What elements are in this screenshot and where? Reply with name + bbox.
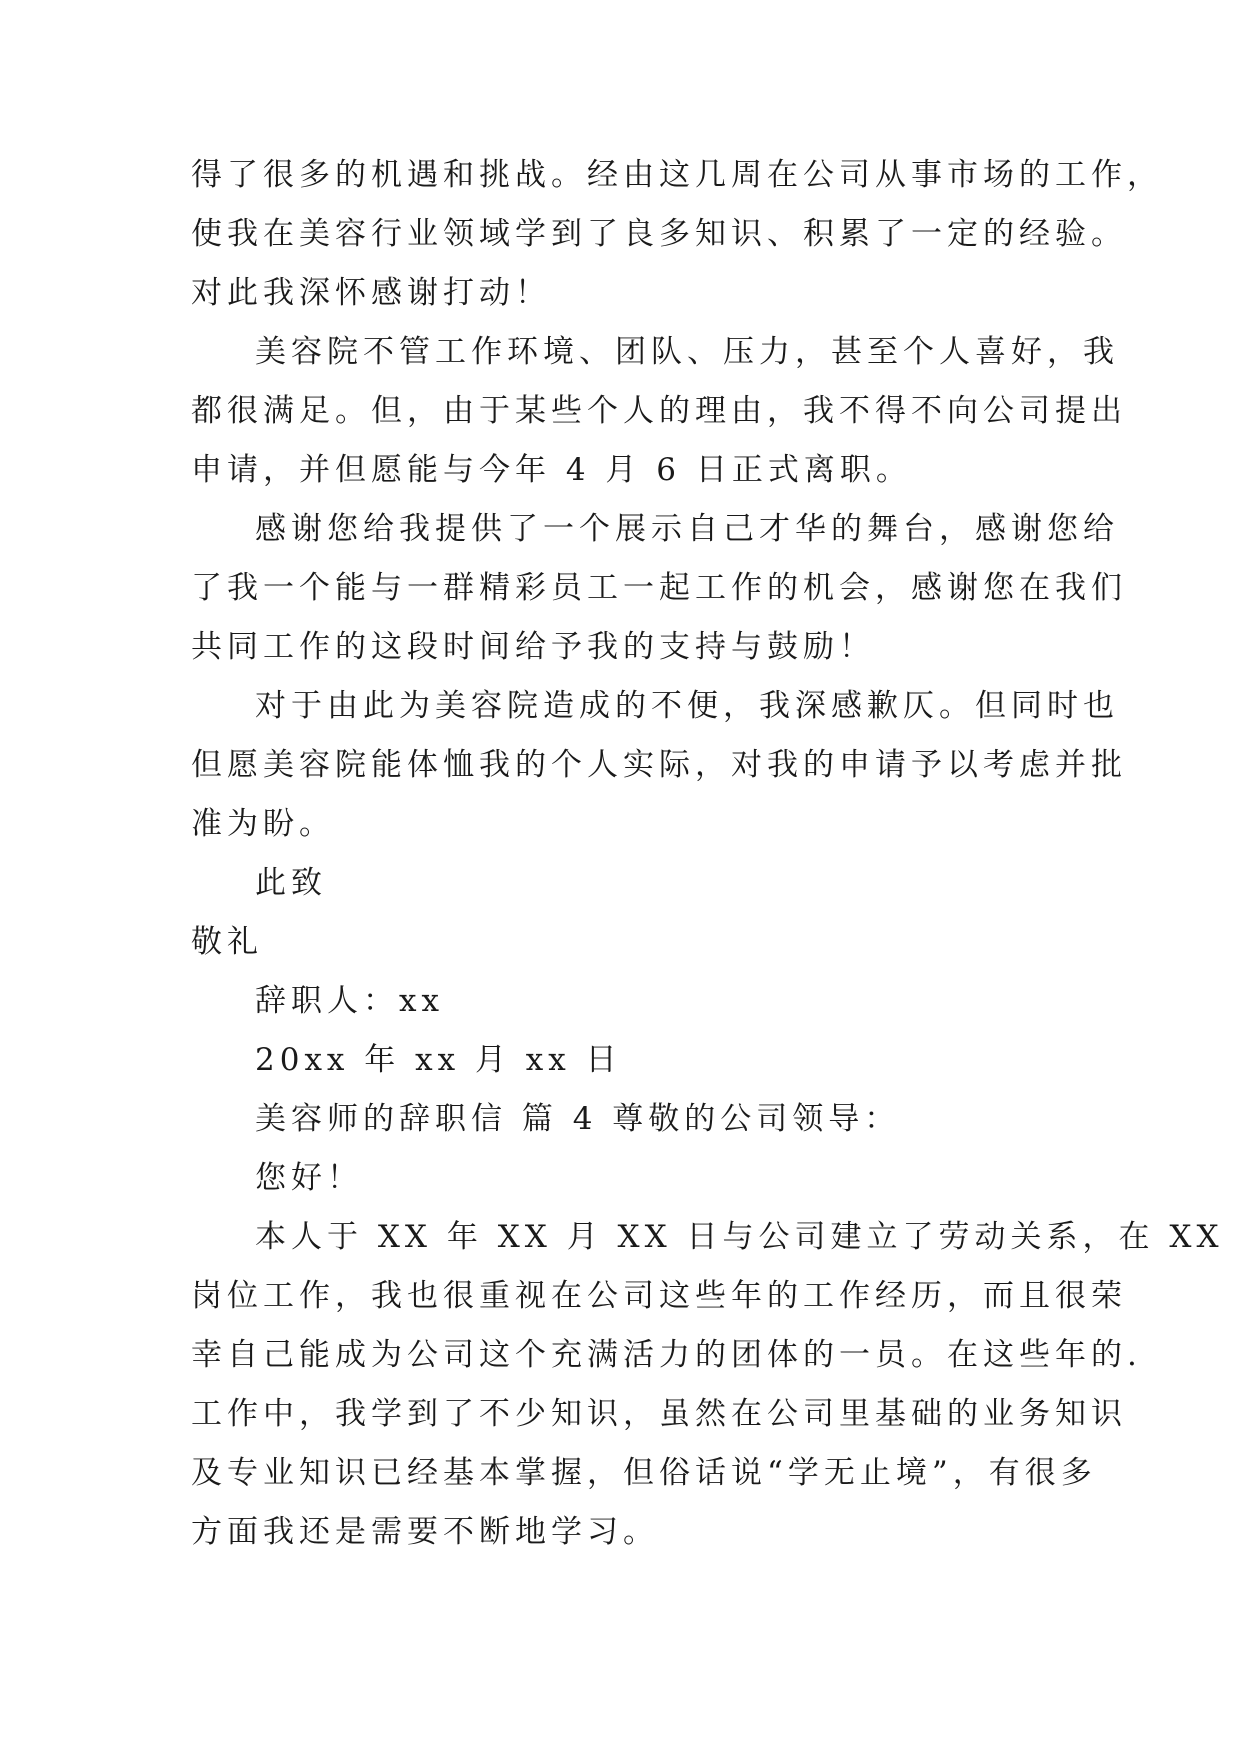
signature-line: 辞职人：xx (255, 983, 444, 1019)
text-line: 准为盼。 (191, 806, 335, 842)
text-line: 岗位工作，我也很重视在公司这些年的工作经历，而且很荣 (191, 1278, 1127, 1314)
paragraph-start: 感谢您给我提供了一个展示自己才华的舞台，感谢您给 (255, 511, 1119, 547)
text-line: 幸自己能成为公司这个充满活力的团体的一员。在这些年的. (191, 1337, 1142, 1373)
text-line: 得了很多的机遇和挑战。经由这几周在公司从事市场的工作， (191, 157, 1163, 193)
text-line: 使我在美容行业领域学到了良多知识、积累了一定的经验。 (191, 216, 1127, 252)
closing-phrase: 此致 (255, 865, 327, 901)
text-line: 共同工作的这段时间给予我的支持与鼓励！ (191, 629, 875, 665)
text-line: 申请，并但愿能与今年 4 月 6 日正式离职。 (191, 452, 912, 488)
text-line: 工作中，我学到了不少知识，虽然在公司里基础的业务知识 (191, 1396, 1127, 1432)
text-line: 对此我深怀感谢打动！ (191, 275, 551, 311)
text-line: 及专业知识已经基本掌握，但俗话说“学无止境”，有很多 (191, 1455, 1097, 1491)
text-line: 了我一个能与一群精彩员工一起工作的机会，感谢您在我们 (191, 570, 1127, 606)
date-line: 20xx 年 xx 月 xx 日 (255, 1042, 622, 1078)
paragraph-start: 对于由此为美容院造成的不便，我深感歉仄。但同时也 (255, 688, 1119, 724)
text-line: 方面我还是需要不断地学习。 (191, 1514, 659, 1550)
text-line: 但愿美容院能体恤我的个人实际，对我的申请予以考虑并批 (191, 747, 1127, 783)
greeting: 您好！ (255, 1160, 363, 1196)
salutation: 敬礼 (191, 924, 263, 960)
paragraph-start: 美容院不管工作环境、团队、压力，甚至个人喜好，我 (255, 334, 1119, 370)
text-line: 都很满足。但，由于某些个人的理由，我不得不向公司提出 (191, 393, 1127, 429)
section-heading: 美容师的辞职信 篇 4 尊敬的公司领导： (255, 1101, 901, 1137)
paragraph-start: 本人于 XX 年 XX 月 XX 日与公司建立了劳动关系，在 XX (255, 1219, 1224, 1255)
